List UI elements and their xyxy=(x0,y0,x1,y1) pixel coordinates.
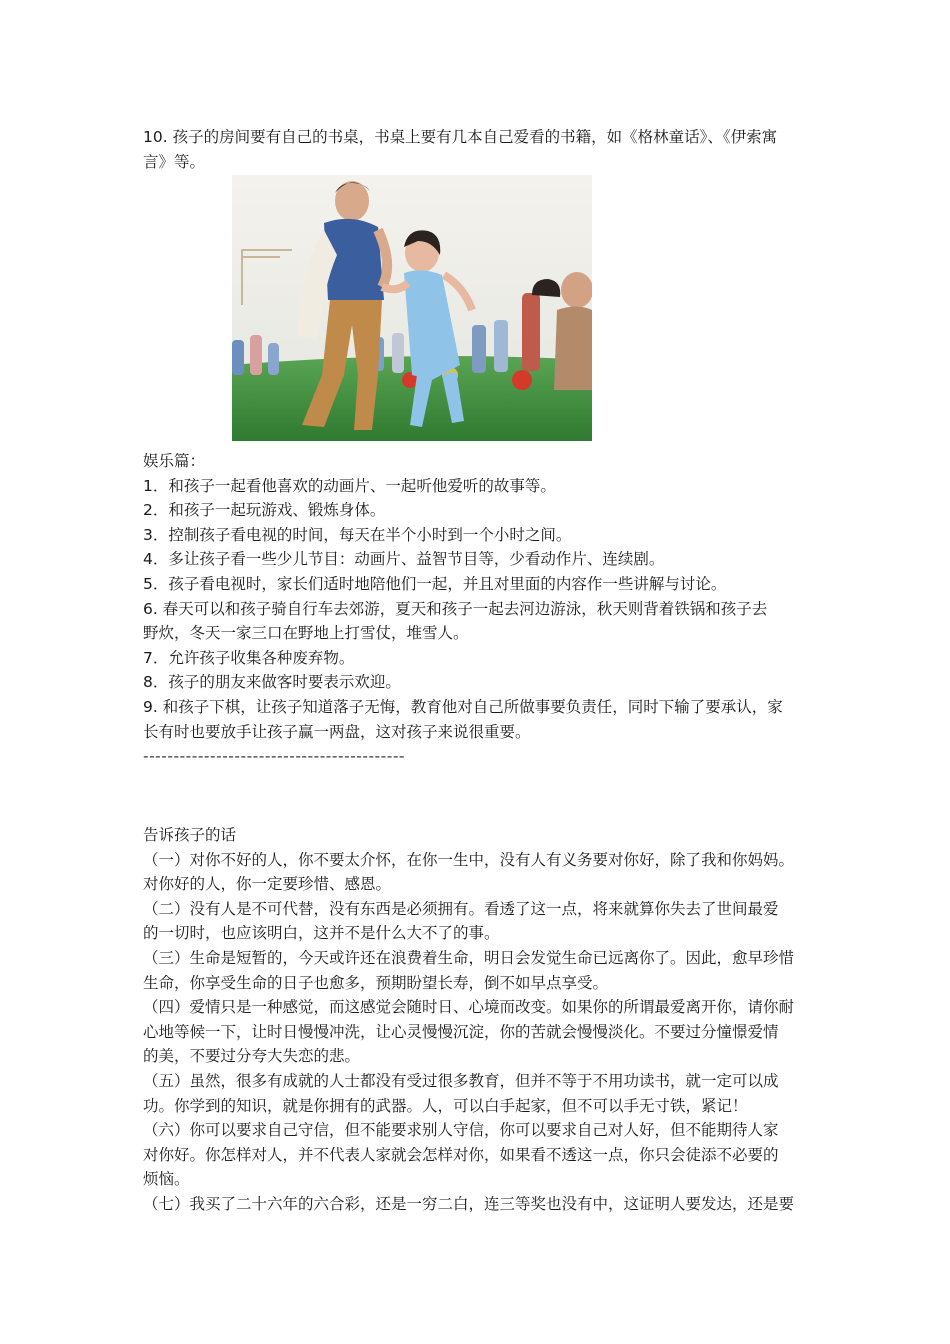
text-line: （五）虽然，很多有成就的人士都没有受过很多教育，但并不等于不用功读书，就一定可以成 xyxy=(143,1071,779,1090)
text-line: （一）对你不好的人，你不要太介怀，在你一生中，没有人有义务要对你好，除了我和你妈妈。 xyxy=(143,850,795,869)
text-line: （二）没有人是不可代替，没有东西是必须拥有。看透了这一点，将来就算你失去了世间最爱 xyxy=(143,899,779,918)
photo-parent-child-dancing xyxy=(232,175,592,441)
entertainment-section xyxy=(143,449,811,769)
list-item: 8．孩子的朋友来做客时要表示欢迎。 xyxy=(143,673,401,692)
text-line: 的美，不要过分夸大失恋的悲。 xyxy=(143,1047,361,1066)
list-item: 7．允许孩子收集各种废弃物。 xyxy=(143,648,355,667)
list-item: 野炊，冬天一家三口在野地上打雪仗，堆雪人。 xyxy=(143,624,469,643)
section-heading: 告诉孩子的话 xyxy=(143,826,237,844)
section-heading: 娱乐篇： xyxy=(143,452,206,470)
list-item: 6. 春天可以和孩子骑自行车去郊游，夏天和孩子一起去河边游泳，秋天则背着铁锅和孩子去 xyxy=(143,599,768,618)
text-line: （六）你可以要求自己守信，但不能要求别人守信，你可以要求自己对人好，但不能期待人家 xyxy=(143,1121,779,1140)
text-line: 生命，你享受生命的日子也愈多，预期盼望长寿，倒不如早点享受。 xyxy=(143,973,609,992)
text-line: 言》等。 xyxy=(143,152,206,171)
list-item: 9. 和孩子下棋，让孩子知道落子无悔，教育他对自己所做事要负责任，同时下输了要承认，家 xyxy=(143,697,783,716)
text-line: 功。你学到的知识，就是你拥有的武器。人，可以白手起家，但不可以手无寸铁，紧记！ xyxy=(143,1096,748,1115)
list-item: 3．控制孩子看电视的时间，每天在半个小时到一个小时之间。 xyxy=(143,525,572,544)
text-line: （三）生命是短暂的，今天或许还在浪费着生命，明日会发觉生命已远离你了。因此，愈早珍惜 xyxy=(143,948,795,967)
text-line: 对你好。你怎样对人，并不代表人家就会怎样对你，如果看不透这一点，你只会徒添不必要的 xyxy=(143,1145,779,1164)
text-line: 10. 孩子的房间要有自己的书桌，书桌上要有几本自己爱看的书籍，如《格林童话》、《伊索寓 xyxy=(143,128,778,146)
text-line: 心地等候一下，让时日慢慢冲洗，让心灵慢慢沉淀，你的苦就会慢慢淡化。不要过分憧憬爱情 xyxy=(143,1022,779,1041)
list-item: 长有时也要放手让孩子赢一两盘，这对孩子来说很重要。 xyxy=(143,722,531,741)
list-item: 4．多让孩子看一些少儿节目：动画片、益智节目等，少看动作片、连续剧。 xyxy=(143,550,665,569)
text-line: 对你好的人，你一定要珍惜、感恩。 xyxy=(143,875,392,894)
text-line: （四）爱情只是一种感觉，而这感觉会随时日、心境而改变。如果你的所谓最爱离开你，请你耐 xyxy=(143,998,795,1017)
text-line: 的一切时，也应该明白，这并不是什么大不了的事。 xyxy=(143,924,500,943)
photo-illustration xyxy=(232,175,592,441)
section-divider: ------------------------------------------- xyxy=(143,747,405,766)
text-line: （七）我买了二十六年的六合彩，还是一穷二白，连三等奖也没有中，这证明人要发达，还是要 xyxy=(143,1194,795,1213)
list-item: 1．和孩子一起看他喜欢的动画片、一起听他爱听的故事等。 xyxy=(143,476,556,495)
list-item: 5．孩子看电视时，家长们适时地陪他们一起，并且对里面的内容作一些讲解与讨论。 xyxy=(143,574,727,593)
text-line: 烦恼。 xyxy=(143,1170,190,1189)
talk-to-child-section xyxy=(143,823,811,1217)
list-item: 2．和孩子一起玩游戏、锻炼身体。 xyxy=(143,501,386,520)
intro-paragraph xyxy=(143,125,811,174)
